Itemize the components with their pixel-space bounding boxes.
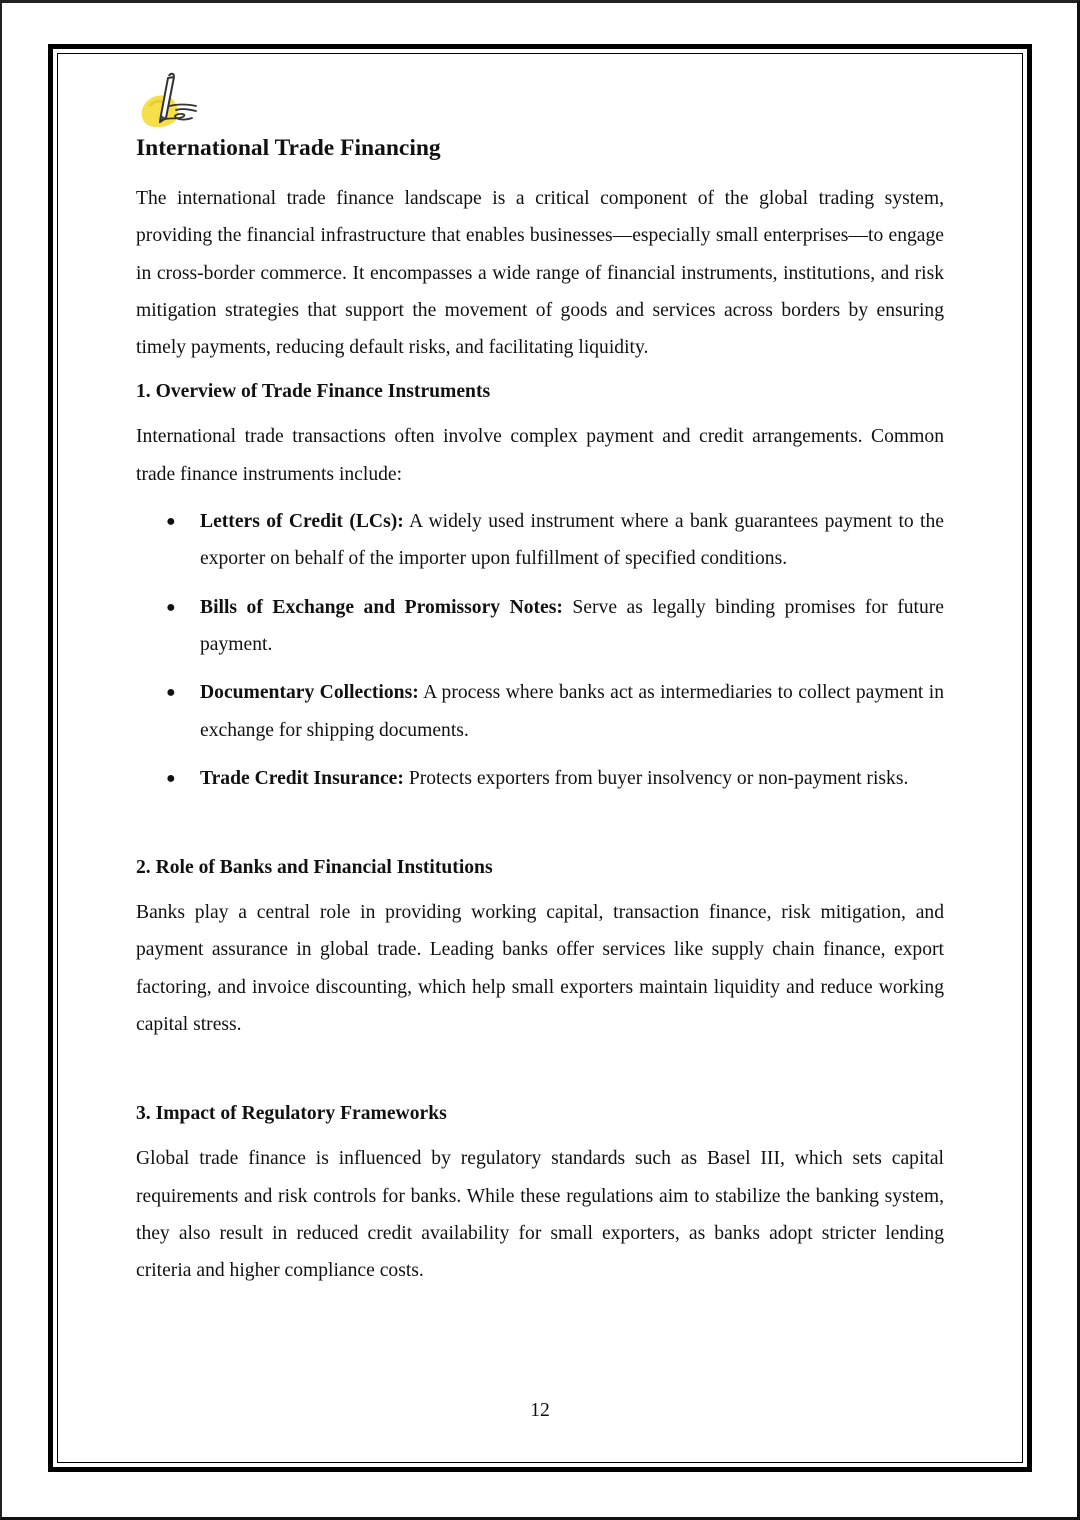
document-content [136,70,944,1282]
document-title: International Trade Financing [136,135,441,161]
page-number: 12 [530,1400,550,1421]
instrument-list [136,503,944,797]
list-item: ● Documentary Collections: A process where banks act as intermediaries to collect payment in exchange for shipping documents. [166,682,944,741]
section-3-paragraph: Global trade finance is influenced by regulatory standards such as Basel III, which sets capital requirements and risk controls for banks. While these regulations aim to stabilize the banking system, they also result in reduced credit availability for small exporters, as banks adopt stricter lending criteria and higher compliance costs. [136,1148,944,1282]
section-1-paragraph: International trade transactions often involve complex payment and credit arrangements. Common trade finance instruments include: [136,426,944,485]
list-item: ● Letters of Credit (LCs): A widely used instrument where a bank guarantees payment to the exporter on behalf of the importer upon fulfillment of specified conditions. [166,511,944,570]
section-2-paragraph: Banks play a central role in providing working capital, transaction finance, risk mitigation, and payment assurance in global trade. Leading banks offer services like supply chain finance, export factoring, and invoice discounting, which help small exporters maintain liquidity and reduce working capital stress. [136,902,944,1036]
document-body [136,180,944,1290]
section-heading-2: 2. Role of Banks and Financial Institutions [136,857,493,879]
intro-paragraph: The international trade finance landscape is a critical component of the global trading system, providing the financial infrastructure that enables businesses—especially small enterprises—to engage in cross-border commerce. It encompasses a wide range of financial instruments, institutions, and risk mitigation strategies that support the movement of goods and services across borders by ensuring timely payments, reducing default risks, and facilitating liquidity. [136,188,944,359]
pen-writing-icon [136,70,202,132]
list-item: ● Trade Credit Insurance: Protects exporters from buyer insolvency or non-payment risks. [166,767,909,789]
section-heading-1: 1. Overview of Trade Finance Instruments [136,381,491,403]
section-heading-3: 3. Impact of Regulatory Frameworks [136,1103,447,1125]
list-item: ● Bills of Exchange and Promissory Notes: Serve as legally binding promises for future payment. [166,596,944,655]
